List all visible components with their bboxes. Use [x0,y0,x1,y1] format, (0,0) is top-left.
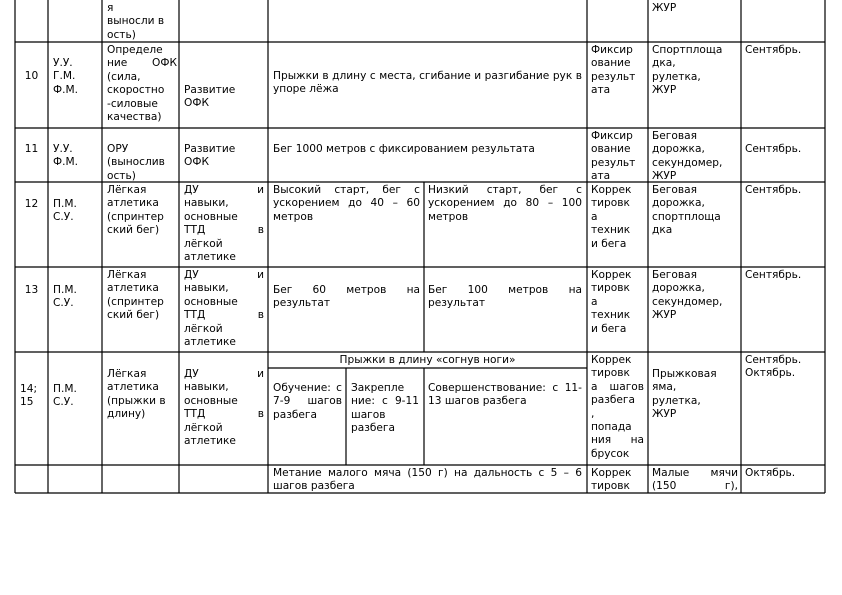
row14-date: Сентябрь. Октябрь. [745,354,802,380]
row13-content-60m: Бег 60 метров на результат [273,284,420,310]
row12-equipment: Беговая дорожка, спортплоща дка [652,184,721,237]
row10-content: Прыжки в длину с места, сгибание и разгибание рук в упоре лёжа [273,70,582,96]
row10-participants: У.У. Г.М. Ф.М. [53,57,78,96]
row12-goal: ДУ и навыки, основные ТТД в лёгкой атлетике [184,184,264,264]
row12-content-low-start: Низкий старт, бег с ускорением до 80 – 100 метров [428,184,582,223]
row11-goal: Развитие ОФК [184,143,236,169]
row16-content: Метание малого мяча (150 г) на дальность с 5 – 6 шагов разбега [273,467,582,493]
row11-form: Фиксир ование результ ата [591,130,636,183]
row11-equipment: Беговая дорожка, секундомер, ЖУР [652,130,723,183]
row12-participants: П.М. С.У. [53,198,77,224]
row12-activity: Лёгкая атлетика (спринтер ский бег) [107,184,164,237]
row12-form: Коррек тировк а техник и бега [591,184,632,250]
row14-equipment: Прыжковая яма, рулетка, ЖУР [652,368,717,421]
row14-participants: П.М. С.У. [53,383,77,409]
row14-form: Коррек тировк а шагов разбега , попада ния на брусок [591,354,644,460]
row11-activity: ОРУ (выноcлив ость) [107,143,165,182]
row14-content-header: Прыжки в длину «согнув ноги» [339,354,516,366]
row12-date: Сентябрь. [745,184,802,196]
row0-activity: я выносли в ость) [107,2,165,41]
row13-content-100m: Бег 100 метров на результат [428,284,582,310]
row13-date: Сентябрь. [745,269,802,281]
row10-date: Сентябрь. [745,44,802,56]
row11-date: Сентябрь. [745,143,802,155]
row14-activity: Лёгкая атлетика (прыжки в длину) [107,368,166,421]
row16-form: Коррек тировк [591,467,632,493]
row10-goal: Развитие ОФК [184,84,236,110]
row13-number: 13 [24,284,39,296]
row10-activity: Определе ние ОФК (сила, скоростно -силовые качества) [107,44,177,124]
row13-goal: ДУ и навыки, основные ТТД в лёгкой атлетике [184,269,264,349]
row10-number: 10 [24,70,39,82]
row14-content-improving: Совершенствование: с 11-13 шагов разбега [428,382,582,408]
row11-content: Бег 1000 метров с фиксированием результата [273,143,535,155]
row14-content-learning: Обучение: с 7-9 шагов разбега [273,382,342,421]
row13-participants: П.М. С.У. [53,284,77,310]
row11-number: 11 [24,143,39,155]
row11-participants: У.У. Ф.М. [53,143,78,169]
row14-goal: ДУ и навыки, основные ТТД в лёгкой атлетике [184,368,264,448]
row13-equipment: Беговая дорожка, секундомер, ЖУР [652,269,723,322]
row14-number: 14; 15 [20,383,38,409]
row10-form: Фиксир ование результ ата [591,44,636,97]
row0-equipment: ЖУР [652,2,677,14]
row16-date: Октябрь. [745,467,796,479]
row12-content-high-start: Высокий старт, бег с ускорением до 40 – 60 метров [273,184,420,223]
row16-equipment: Малые мячи (150 г), [652,467,738,493]
row14-content-fixing: Закрепле ние: с 9-11 шагов разбега [351,382,419,435]
row10-equipment: Спортплоща дка, рулетка, ЖУР [652,44,723,97]
row12-number: 12 [24,198,39,210]
row13-activity: Лёгкая атлетика (спринтер ский бег) [107,269,164,322]
row13-form: Коррек тировк а техник и бега [591,269,632,335]
